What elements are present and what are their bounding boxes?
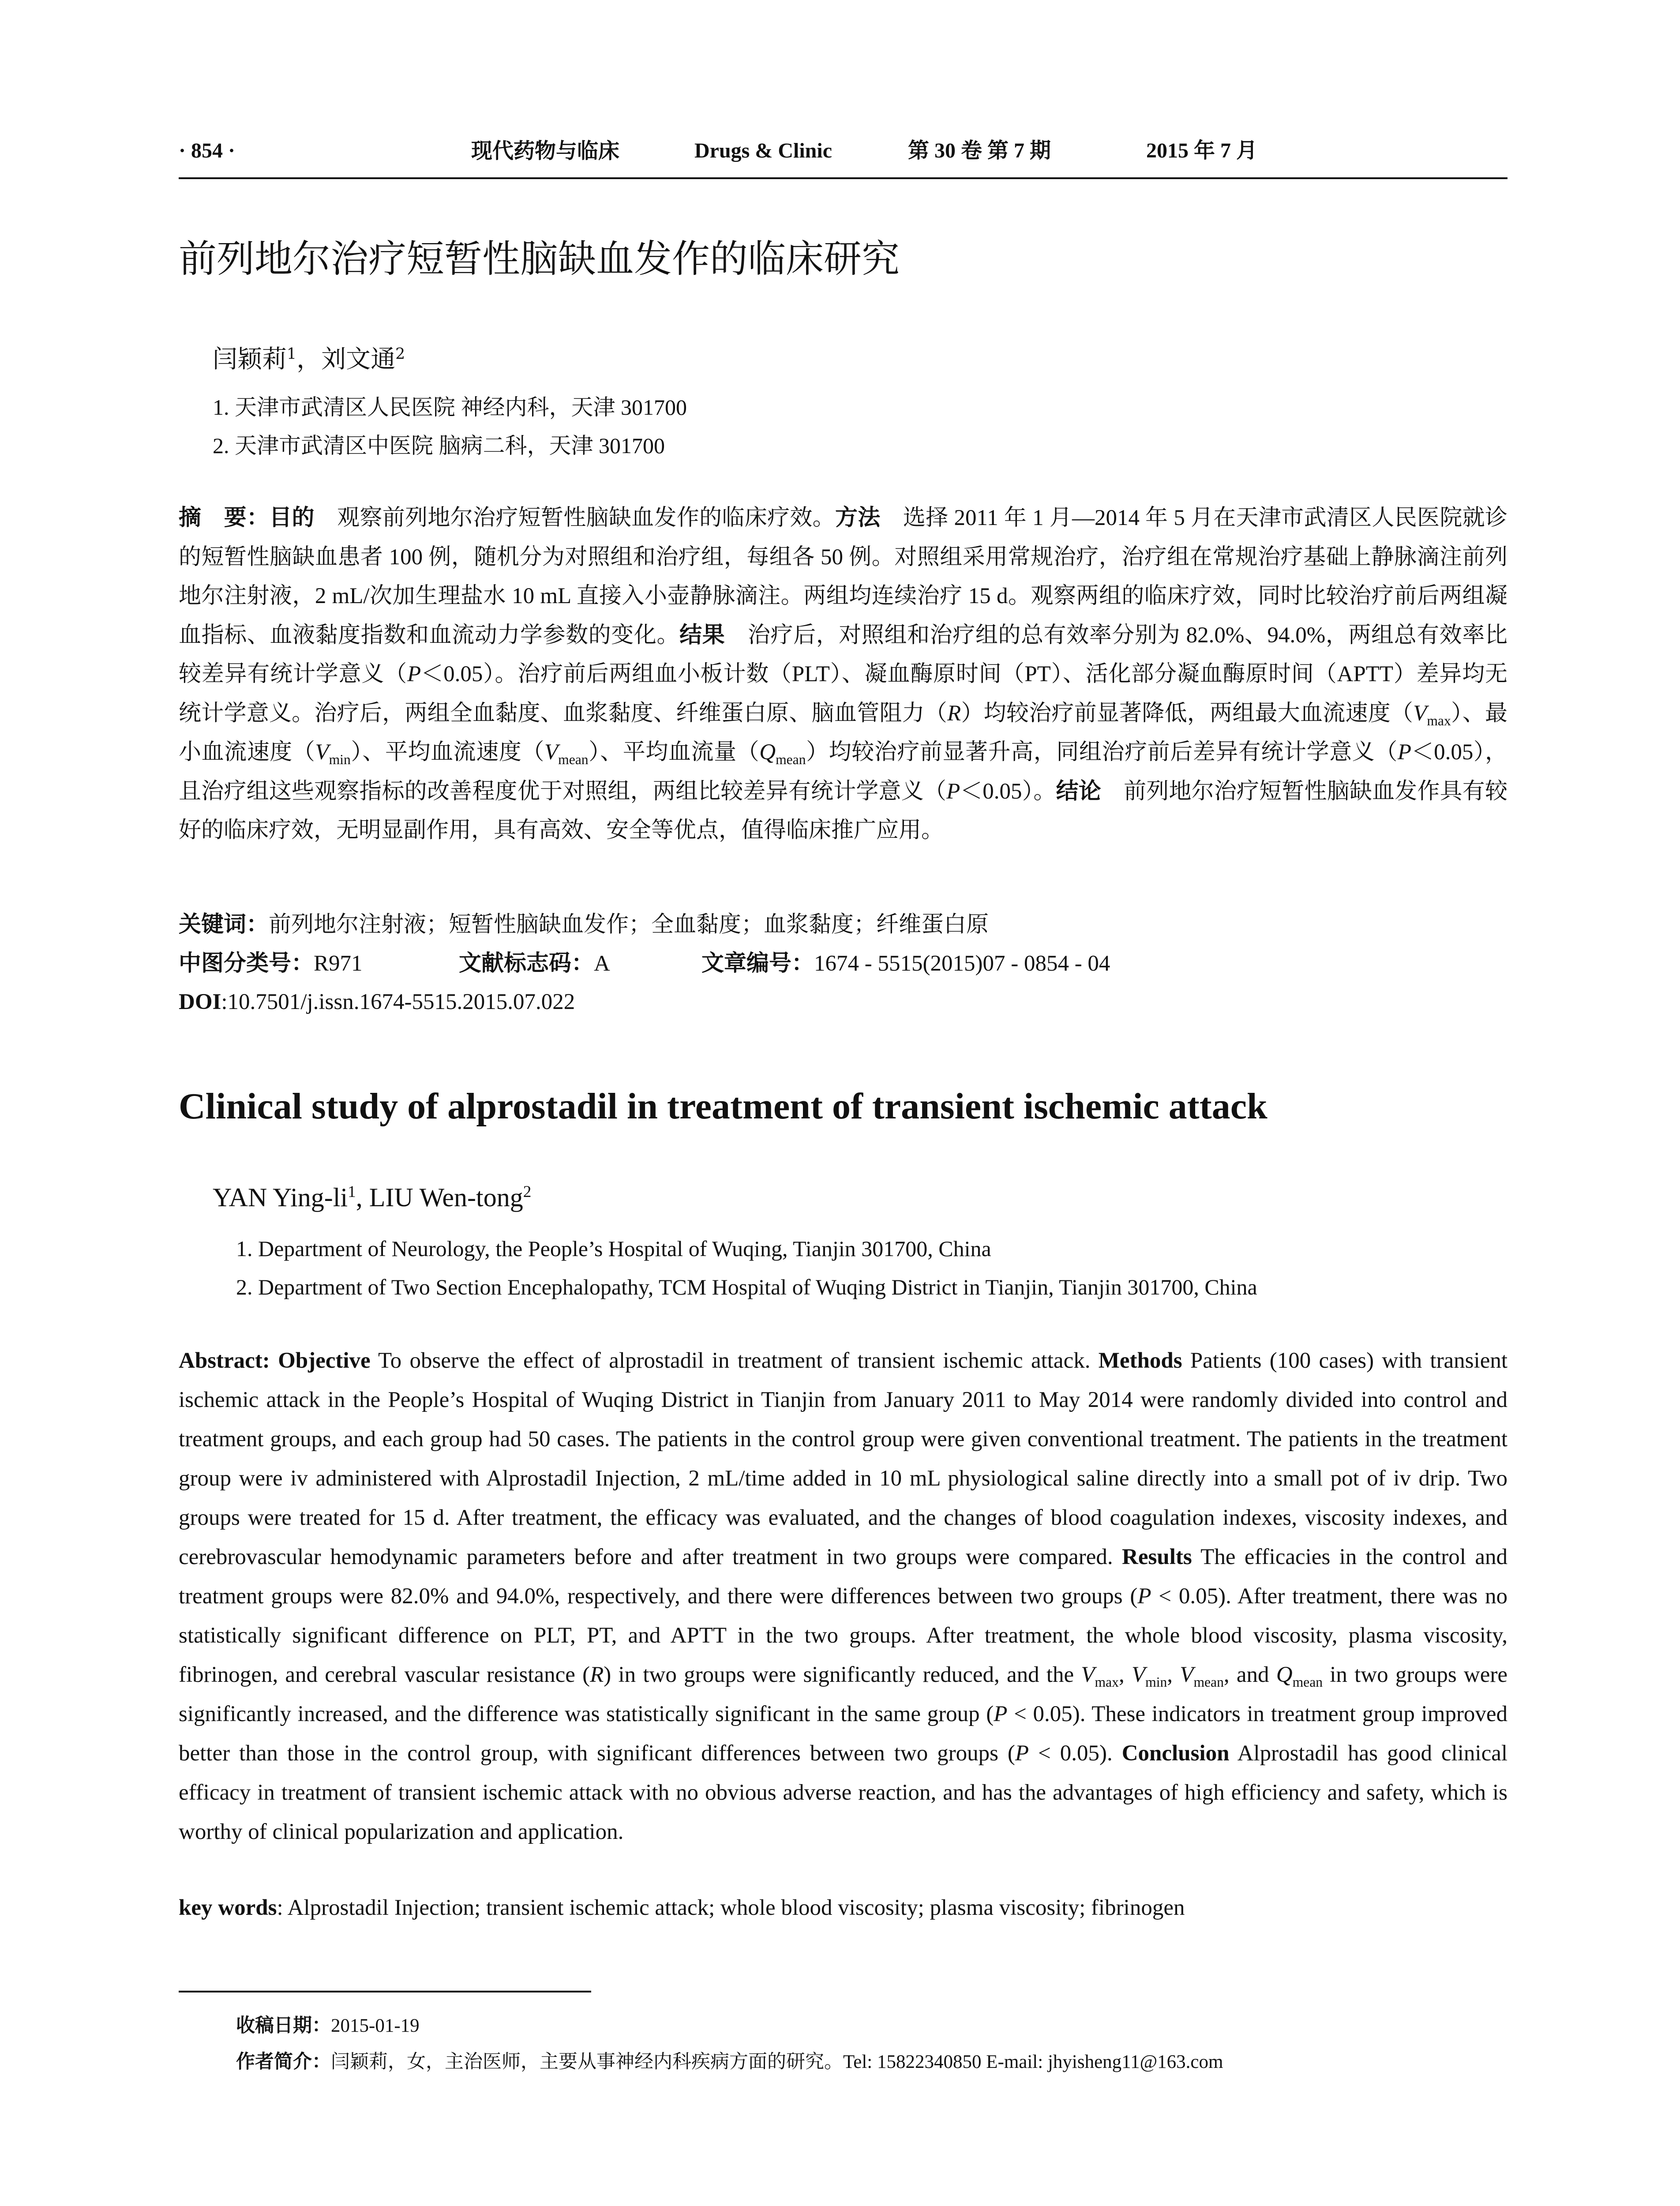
author-affiliation-mark: 1 <box>348 1183 356 1201</box>
results-text: ）、平均血流速度（ <box>350 740 544 765</box>
journal-name-cn: 现代药物与临床 <box>471 139 620 163</box>
received-label: 收稿日期： <box>236 2015 331 2037</box>
subscript-max: max <box>1427 713 1451 728</box>
subscript-max: max <box>1095 1674 1119 1690</box>
doi-line <box>179 991 575 1013</box>
conclusion-label: Conclusion <box>1121 1741 1230 1766</box>
methods-text: Patients (100 cases) with transient ischemic attack in the People’s Hospital of Wuqing District in Tianjin from January 2011 to May 2014 were randomly divided into control and treatment groups, and each group had 50 cases. The patients in the control group were given conventional treatment. The patients in the treatment group were iv administered with Alprostadil Injection, 2 mL/time added in 10 mL physiological saline directly into a small pot of iv drip. Two groups were treated for 15 d. After treatment, the efficacy was evaluated, and the changes of blood coagulation indexes, viscosity indexes, and cerebrovascular hemodynamic parameters before and after treatment in two groups were compared. <box>179 1348 1508 1569</box>
article-no-label: 文章编号： <box>701 950 814 976</box>
subscript-mean: mean <box>776 752 806 768</box>
results-text: 治疗后，对照组和治疗组的总有效率分别为 82.0%、94.0%，两组总有效率比较差异有统计学意义（ <box>179 623 1508 687</box>
author-bio-text: 闫颖莉，女，主治医师，主要从事神经内科疾病方面的研究。Tel: 15822340850 E-mail: jhyisheng11@163.com <box>331 2052 1223 2072</box>
v-symbol: V <box>544 740 559 765</box>
objective-label: 目的 <box>269 505 315 531</box>
subscript-min: min <box>329 752 351 768</box>
results-text: , and <box>1223 1662 1276 1687</box>
q-symbol: Q <box>1276 1662 1293 1687</box>
classification-line <box>179 952 363 975</box>
methods-label: 方法 <box>835 505 881 531</box>
author-name: LIU Wen-tong <box>369 1183 523 1212</box>
conclusion-text: 前列地尔治疗短暂性脑缺血发作具有较好的临床疗效，无明显副作用，具有高效、安全等优点，值得临床推广应用。 <box>179 779 1508 843</box>
clc-label: 中图分类号： <box>179 950 314 976</box>
results-text: ＜0.05）。治疗前后两组血小板计数（PLT）、凝血酶原时间（PT）、活化部分凝血酶原时间（APTT）差异均无统计学意义。治疗后，两组全血黏度、血浆黏度、纤维蛋白原、脑血管阻力（ <box>179 662 1508 726</box>
v-symbol: V <box>1081 1662 1095 1687</box>
subscript-mean: mean <box>1292 1674 1323 1690</box>
r-symbol: R <box>590 1662 604 1687</box>
results-text: ）、平均血流量（ <box>588 740 760 765</box>
results-text: < 0.05). These indicators in treatment group improved better than those in the control group, with significant differences between two groups ( <box>179 1702 1508 1766</box>
results-text: ) in two groups were significantly reduced, and the <box>604 1662 1081 1687</box>
author-bio <box>236 2052 1223 2071</box>
methods-text: 选择 2011 年 1 月—2014 年 5 月在天津市武清区人民医院就诊的短暂性脑缺血患者 100 例，随机分为对照组和治疗组，每组各 50 例。对照组采用常规治疗，治疗组在常规治疗基础上静脉滴注前列地尔注射液，2 mL/次加生理盐水 10 mL 直接入小壶静脉滴注。两组均连续治疗 15 d。观察两组的临床疗效，同时比较治疗前后两组凝血指标、血液黏度指数和血流动力学参数的变化。 <box>179 506 1508 648</box>
journal-name-en: Drugs & Clinic <box>694 139 832 162</box>
author-affiliation-mark: 2 <box>395 345 405 363</box>
author-separator: , <box>356 1183 369 1212</box>
v-symbol: V <box>1131 1662 1146 1687</box>
results-text: , <box>1167 1662 1180 1687</box>
doc-code-label: 文献标志码： <box>459 950 594 976</box>
footnote-rule <box>179 1991 591 1992</box>
p-symbol: P <box>1397 740 1412 765</box>
objective-text: To observe the effect of alprostadil in treatment of transient ischemic attack. <box>370 1348 1099 1373</box>
english-keywords <box>179 1895 1185 1921</box>
article-no-value: 1674 - 5515(2015)07 - 0854 - 04 <box>814 951 1110 976</box>
subscript-min: min <box>1145 1674 1167 1690</box>
p-symbol: P <box>407 662 421 687</box>
p-symbol: P <box>1137 1584 1151 1609</box>
keywords-label: 关键词： <box>179 912 269 938</box>
journal-date: 2015 年 7 月 <box>1146 139 1258 162</box>
doi-value: :10.7501/j.issn.1674-5515.2015.07.022 <box>221 990 575 1014</box>
results-text: < 0.05). <box>1029 1741 1122 1766</box>
results-text: ）、最小血流速度（ <box>179 701 1508 765</box>
results-text: The efficacies in the control and treatment groups were 82.0% and 94.0%, respectively, and there were differences between two groups ( <box>179 1545 1508 1609</box>
chinese-keywords <box>179 913 989 936</box>
page-number: · 854 · <box>179 139 236 162</box>
chinese-affiliation-2: 2. 天津市武清区中医院 脑病二科，天津 301700 <box>213 433 665 458</box>
subscript-mean: mean <box>558 752 589 768</box>
chinese-affiliation-1: 1. 天津市武清区人民医院 神经内科，天津 301700 <box>213 395 687 420</box>
author-name: 闫颖莉 <box>213 345 287 374</box>
author-name: YAN Ying-li <box>213 1183 348 1212</box>
keywords-text: 前列地尔注射液；短暂性脑缺血发作；全血黏度；血浆黏度；纤维蛋白原 <box>269 912 989 937</box>
q-symbol: Q <box>759 740 776 765</box>
english-title: Clinical study of alprostadil in treatment of transient ischemic attack <box>179 1086 1268 1127</box>
results-text: , <box>1118 1662 1132 1687</box>
abstract-label: 摘 要： <box>179 505 270 531</box>
english-affiliation-1: 1. Department of Neurology, the People’s Hospital of Wuqing, Tianjin 301700, China <box>236 1236 991 1261</box>
author-bio-label: 作者简介： <box>236 2051 331 2073</box>
results-label: Results <box>1122 1545 1192 1569</box>
author-affiliation-mark: 1 <box>287 345 297 363</box>
results-text: < 0.05). After treatment, there was no statistically significant difference on PLT, PT, and APTT in the two groups. After treatment, the whole blood viscosity, plasma viscosity, fibrinogen, and cerebral vascular resistance ( <box>179 1584 1508 1687</box>
clc-value: R971 <box>314 951 363 976</box>
objective-label: Abstract: Objective <box>179 1348 371 1373</box>
results-label: 结果 <box>679 622 725 648</box>
chinese-title: 前列地尔治疗短暂性脑缺血发作的临床研究 <box>179 237 900 281</box>
subscript-mean: mean <box>1193 1674 1224 1690</box>
chinese-abstract <box>179 499 1508 850</box>
p-symbol: P <box>946 779 960 804</box>
author-separator: ， <box>296 345 322 374</box>
author-name: 刘文通 <box>321 345 396 374</box>
results-text: ＜0.05）。 <box>960 779 1056 804</box>
received-date <box>236 2016 420 2035</box>
keywords-label: key words <box>179 1895 277 1920</box>
english-authors <box>213 1182 531 1213</box>
objective-text: 观察前列地尔治疗短暂性脑缺血发作的临床疗效。 <box>314 506 835 530</box>
results-text: ）均较治疗前显著降低，两组最大血流速度（ <box>961 701 1414 726</box>
article-number <box>701 952 1110 975</box>
conclusion-label: 结论 <box>1056 778 1101 804</box>
v-symbol: V <box>315 740 329 765</box>
english-affiliation-2: 2. Department of Two Section Encephalopathy, TCM Hospital of Wuqing District in Tianjin, Tianjin 301700, China <box>236 1275 1257 1299</box>
doc-code-value: A <box>594 951 610 976</box>
methods-label: Methods <box>1098 1348 1182 1373</box>
p-symbol: P <box>994 1702 1008 1726</box>
results-text: ）均较治疗前显著升高，同组治疗前后差异有统计学意义（ <box>806 740 1398 765</box>
results-text: ＜0.05），且治疗组这些观察指标的改善程度优于对照组，两组比较差异有统计学意义（ <box>179 740 1508 804</box>
results-text: in two groups were significantly increased, and the difference was statistically significant in the same group ( <box>179 1662 1508 1726</box>
p-symbol: P <box>1015 1741 1029 1766</box>
conclusion-text: Alprostadil has good clinical efficacy in treatment of transient ischemic attack with no obvious adverse reaction, and has the advantages of high efficiency and safety, which is worthy of clinical popularization and application. <box>179 1741 1508 1844</box>
doi-label: DOI <box>179 990 221 1014</box>
v-symbol: V <box>1180 1662 1194 1687</box>
received-value: 2015-01-19 <box>331 2015 420 2036</box>
keywords-text: : Alprostadil Injection; transient ischemic attack; whole blood viscosity; plasma viscosity; fibrinogen <box>277 1895 1185 1920</box>
v-symbol: V <box>1413 701 1427 726</box>
chinese-authors <box>213 340 405 375</box>
document-code <box>459 952 610 975</box>
header-rule <box>179 177 1508 179</box>
english-abstract <box>179 1341 1508 1852</box>
journal-issue: 第 30 卷 第 7 期 <box>908 139 1051 162</box>
r-symbol: R <box>947 701 961 726</box>
author-affiliation-mark: 2 <box>523 1183 532 1201</box>
